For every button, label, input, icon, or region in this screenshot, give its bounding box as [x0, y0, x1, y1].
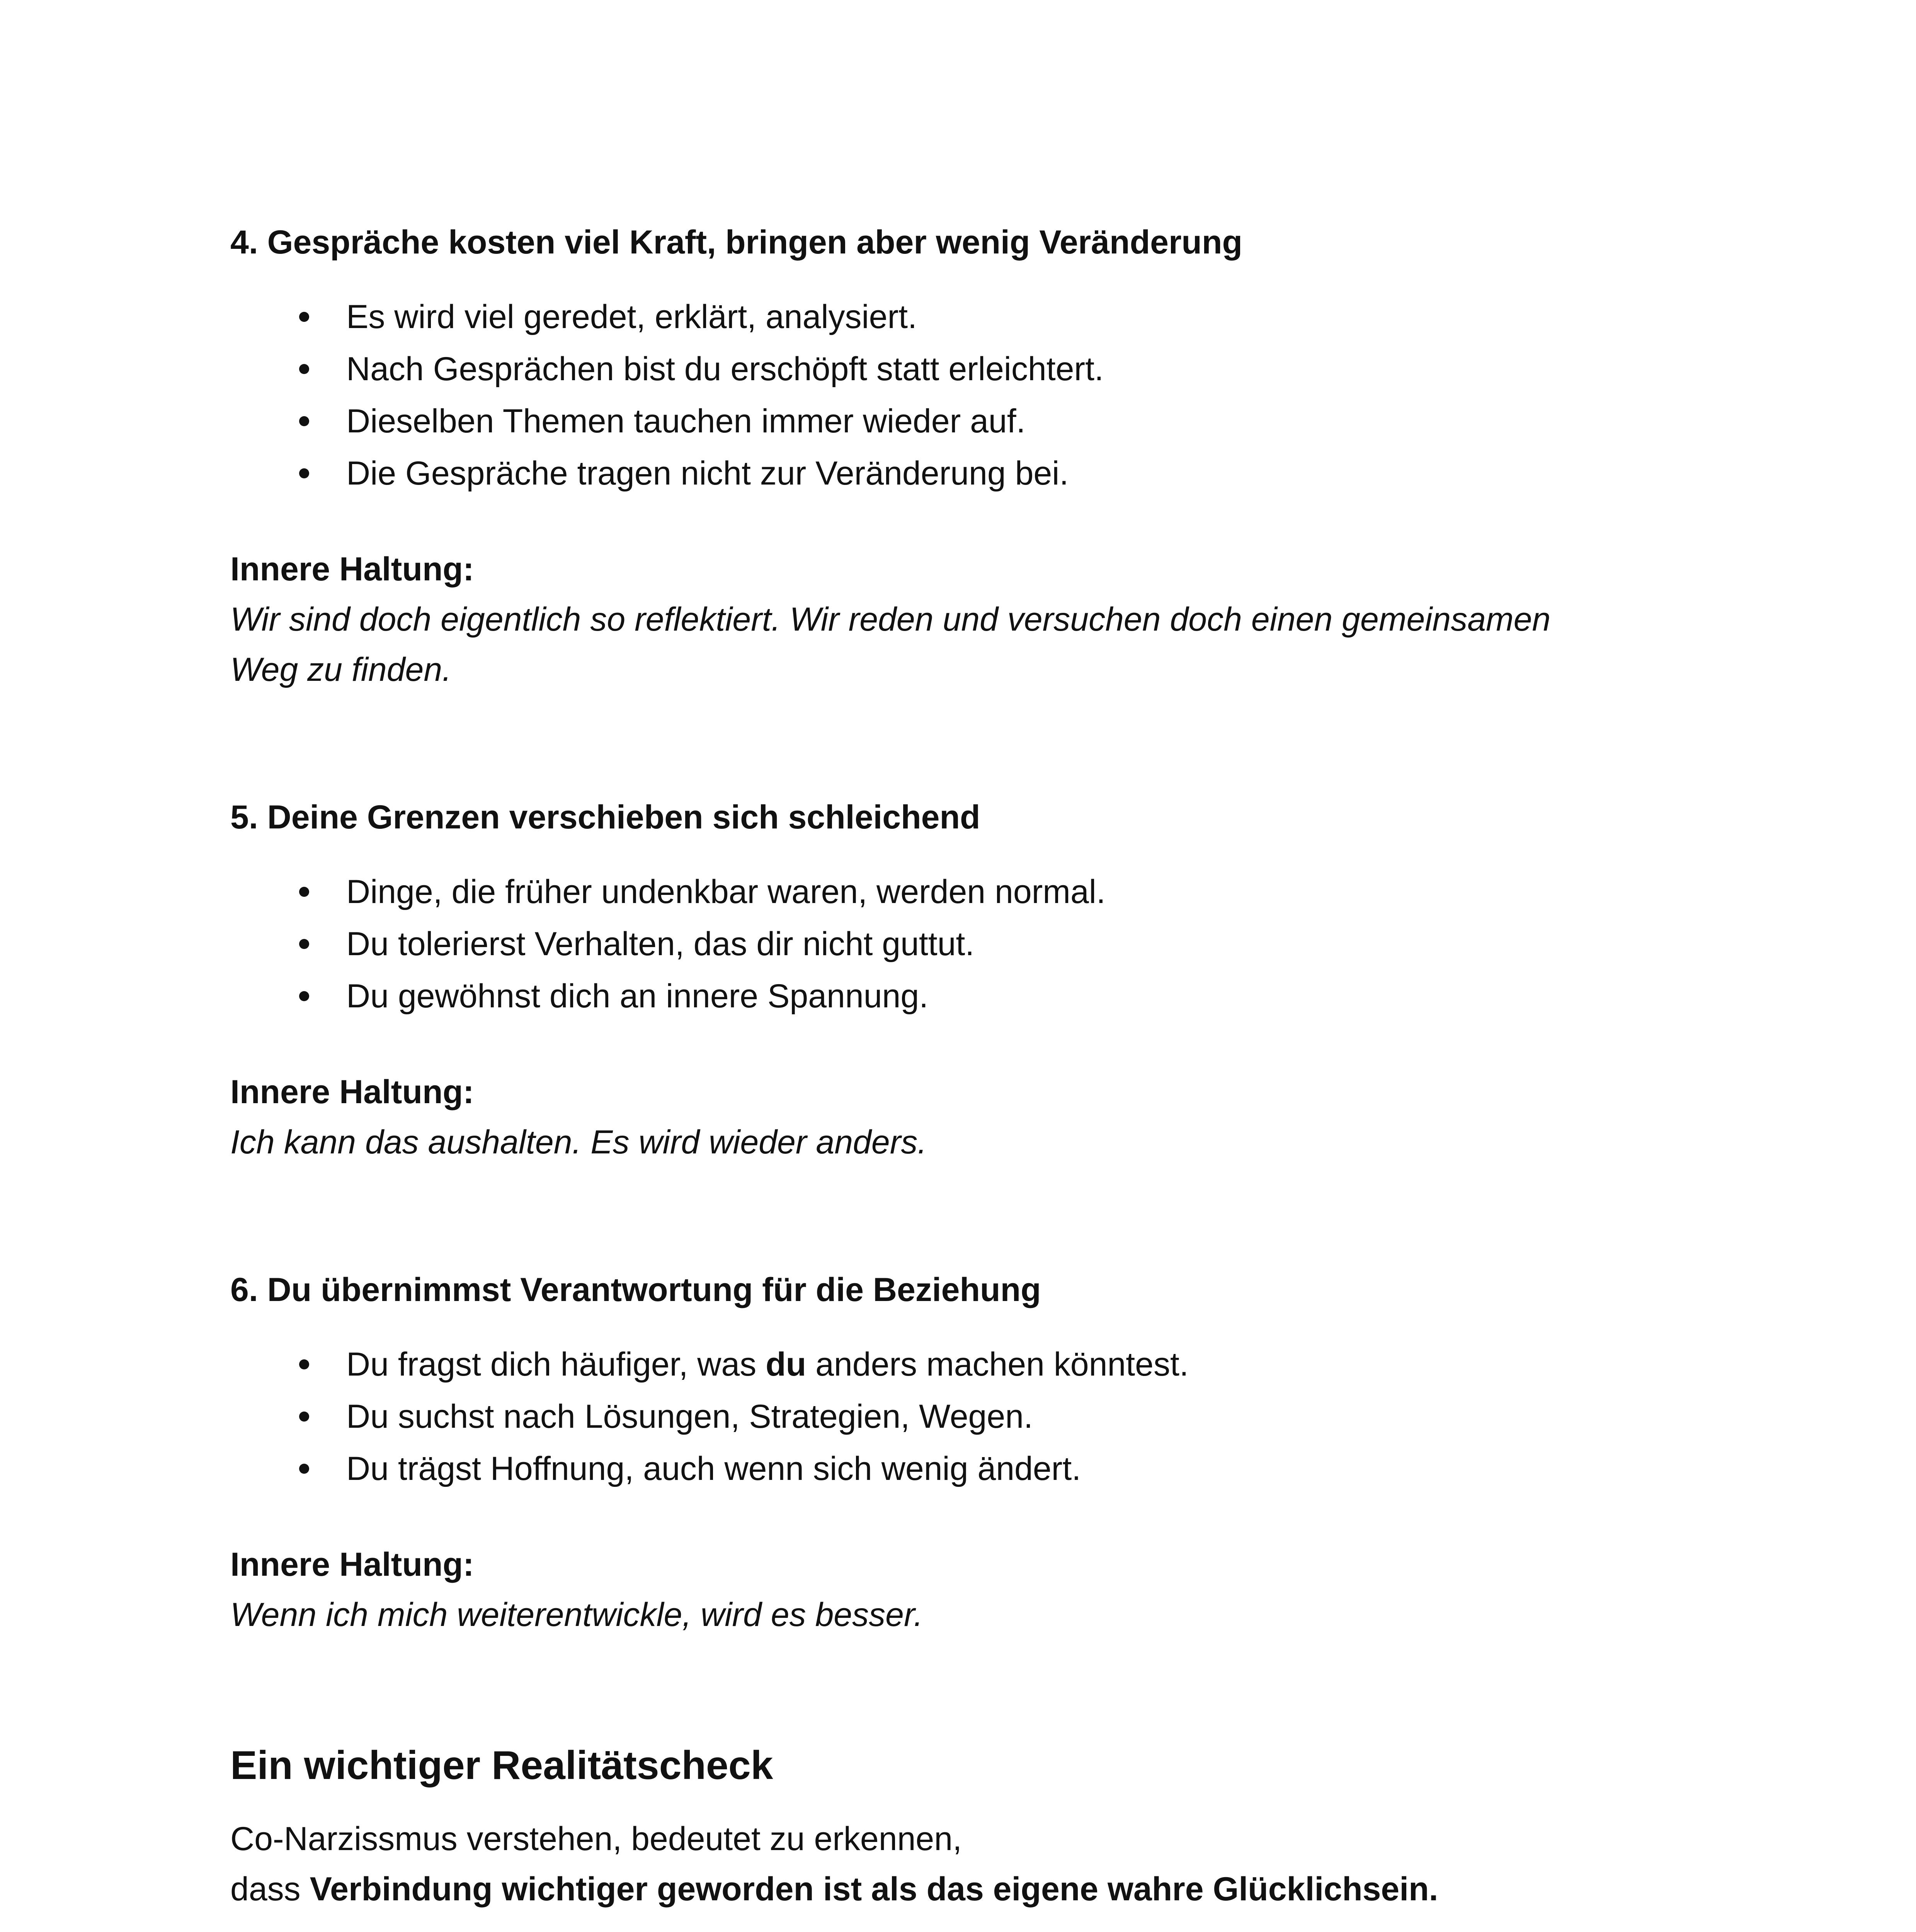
- list-item-text: Dieselben Themen tauchen immer wieder auf.: [346, 403, 1026, 440]
- section-heading: 4. Gespräche kosten viel Kraft, bringen aber wenig Veränderung: [230, 224, 1243, 261]
- inner-attitude-text: Ich kann das aushalten. Es wird wieder anders.: [230, 1124, 927, 1161]
- list-item: [230, 447, 1691, 500]
- list-item-text-after: anders machen könntest.: [806, 1346, 1189, 1383]
- list-item-text: Es wird viel geredet, erklärt, analysiert.: [346, 298, 917, 335]
- section-spacer: [230, 1640, 1691, 1736]
- list-item: [230, 970, 1691, 1022]
- list-item: [230, 395, 1691, 447]
- bullet-list: [230, 866, 1691, 1022]
- reality-check-title: Ein wichtiger Realitätscheck: [230, 1743, 773, 1788]
- reality-check-paragraph: [230, 1814, 1691, 1914]
- list-item-text: Du gewöhnst dich an innere Spannung.: [346, 978, 929, 1015]
- section-heading: 5. Deine Grenzen verschieben sich schleichend: [230, 799, 980, 836]
- list-item-text: Die Gespräche tragen nicht zur Veränderung bei.: [346, 455, 1069, 492]
- section-heading: 6. Du übernimmst Verantwortung für die Beziehung: [230, 1271, 1041, 1308]
- bullet-dot: [299, 1464, 309, 1474]
- bullet-dot: [299, 1412, 309, 1422]
- paragraph-emphasis: Verbindung wichtiger geworden ist als das eigene wahre Glücklichsein.: [310, 1871, 1438, 1908]
- list-item: [230, 1338, 1691, 1391]
- inner-attitude-label: Innere Haltung:: [230, 551, 474, 588]
- bullet-dot: [299, 364, 309, 374]
- list-item: [230, 866, 1691, 918]
- list-item-text: Du trägst Hoffnung, auch wenn sich wenig ändert.: [346, 1450, 1081, 1487]
- bullet-dot: [299, 312, 309, 322]
- list-item-text: Du suchst nach Lösungen, Strategien, Wegen.: [346, 1398, 1033, 1435]
- bullet-dot: [299, 887, 309, 897]
- bullet-dot: [299, 416, 309, 426]
- section-5: [230, 791, 1691, 1167]
- section-6: [230, 1264, 1691, 1640]
- inner-attitude-text: Wenn ich mich weiterentwickle, wird es besser.: [230, 1596, 923, 1633]
- bullet-dot: [299, 468, 309, 478]
- inner-attitude-line: Weg zu finden.: [230, 651, 452, 688]
- inner-attitude-line: Wir sind doch eigentlich so reflektiert. Wir reden und versuchen doch einen gemeinsamen: [230, 601, 1551, 638]
- list-item: [230, 343, 1691, 395]
- list-item-text: Du tolerierst Verhalten, das dir nicht guttut.: [346, 925, 975, 963]
- section-4: [230, 216, 1691, 695]
- list-item: [230, 918, 1691, 970]
- paragraph-line: Co-Narzissmus verstehen, bedeutet zu erkennen,: [230, 1820, 962, 1857]
- list-item: [230, 291, 1691, 343]
- list-item-text: Nach Gesprächen bist du erschöpft statt erleichtert.: [346, 350, 1104, 388]
- inner-attitude-text: [230, 594, 1691, 695]
- bullet-dot: [299, 991, 309, 1001]
- reality-check-section: [230, 1736, 1691, 1932]
- list-item: [230, 1391, 1691, 1443]
- bullet-dot: [299, 1359, 309, 1369]
- list-item: [230, 1443, 1691, 1495]
- list-item-text-before: Du fragst dich häufiger, was: [346, 1346, 766, 1383]
- bullet-list: [230, 291, 1691, 500]
- section-spacer: [230, 1167, 1691, 1264]
- bullet-dot: [299, 939, 309, 949]
- inner-attitude-label: Innere Haltung:: [230, 1073, 474, 1111]
- list-item-text: Dinge, die früher undenkbar waren, werden normal.: [346, 873, 1106, 910]
- page-content: [230, 216, 1691, 1932]
- paragraph-line-prefix: dass: [230, 1871, 310, 1908]
- section-spacer: [230, 695, 1691, 791]
- bullet-list: [230, 1338, 1691, 1495]
- paragraph-gap: [230, 1914, 1691, 1932]
- inner-attitude-label: Innere Haltung:: [230, 1546, 474, 1583]
- list-item-emphasis: du: [766, 1346, 807, 1383]
